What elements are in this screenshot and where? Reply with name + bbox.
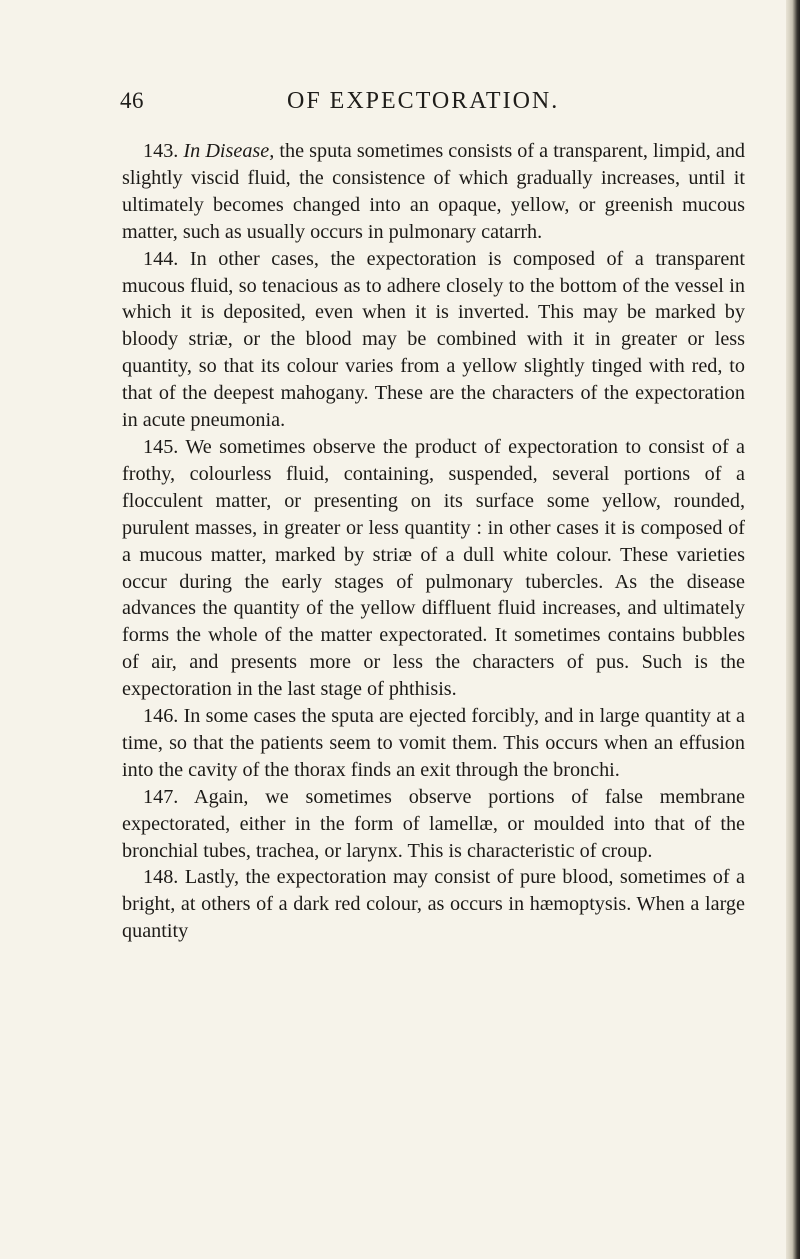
paragraph-144 <box>122 246 745 434</box>
paragraph-text: the sputa sometimes consists of a transparent, limpid, and slightly viscid fluid, the consistence of which gradually increases, until it ultimately becomes changed into an opaque, yellow, or greenish mucous matter, such as usually occurs in pulmonary catarrh. <box>122 140 746 243</box>
running-title: OF EXPECTORATION. <box>287 88 560 114</box>
paragraph-146 <box>122 703 745 784</box>
paragraph-145 <box>122 434 745 703</box>
paragraph-text: In other cases, the expectoration is composed of a transparent mucous fluid, so tenacious as to adhere closely to the bottom of the vessel in which it is deposited, even when it is inverted. This may be marked by bloody striæ, or the blood may be combined with it in greater or less quantity, so that its colour varies from a yellow slightly tinged with red, to that of the deepest mahogany. These are the characters of the expectoration in acute pneumonia. <box>122 247 746 432</box>
paragraph-number: 145. <box>143 435 179 458</box>
paragraph-number: 144. <box>143 247 179 270</box>
page-edge-shadow <box>786 0 800 1259</box>
paragraph-text: Again, we sometimes observe portions of false membrane expectorated, either in the form of lamellæ, or moulded into that of the bronchial tubes, trachea, or larynx. This is characteristic of croup. <box>122 785 746 862</box>
paragraph-148 <box>122 864 745 945</box>
paragraph-number: 146. <box>143 705 179 728</box>
paragraph-143 <box>122 138 745 246</box>
paragraph-147 <box>122 784 745 865</box>
paragraph-lead-in: In Disease, <box>183 140 275 162</box>
paragraph-number: 143. <box>143 140 179 162</box>
paragraph-number: 148. <box>143 866 179 889</box>
paragraph-text: Lastly, the expectoration may consist of pure blood, sometimes of a bright, at others of a dark red colour, as occurs in hæmoptysis. When a large quantity <box>122 866 745 943</box>
paragraph-text: We sometimes observe the product of expectoration to consist of a frothy, colourless fluid, containing, suspended, several portions of a flocculent matter, or presenting on its surface some yellow, rounded, purulent masses, in greater or less quantity : in other cases it is composed of a mucous matter, marked by striæ of a dull white colour. These varieties occur during the early stages of pulmonary tubercles. As the disease advances the quantity of the yellow diffluent fluid increases, and ultimately forms the whole of the matter expectorated. It sometimes contains bubbles of air, and presents more or less the characters of pus. Such is the expectoration in the last stage of phthisis. <box>122 435 745 701</box>
paragraph-number: 147. <box>143 785 179 808</box>
paragraph-text: In some cases the sputa are ejected forcibly, and in large quantity at a time, so that the patients seem to vomit them. This occurs when an effusion into the cavity of the thorax finds an exit through the bronchi. <box>122 705 745 781</box>
page-number: 46 <box>120 88 144 113</box>
running-head <box>0 88 780 118</box>
body-text <box>122 138 745 945</box>
